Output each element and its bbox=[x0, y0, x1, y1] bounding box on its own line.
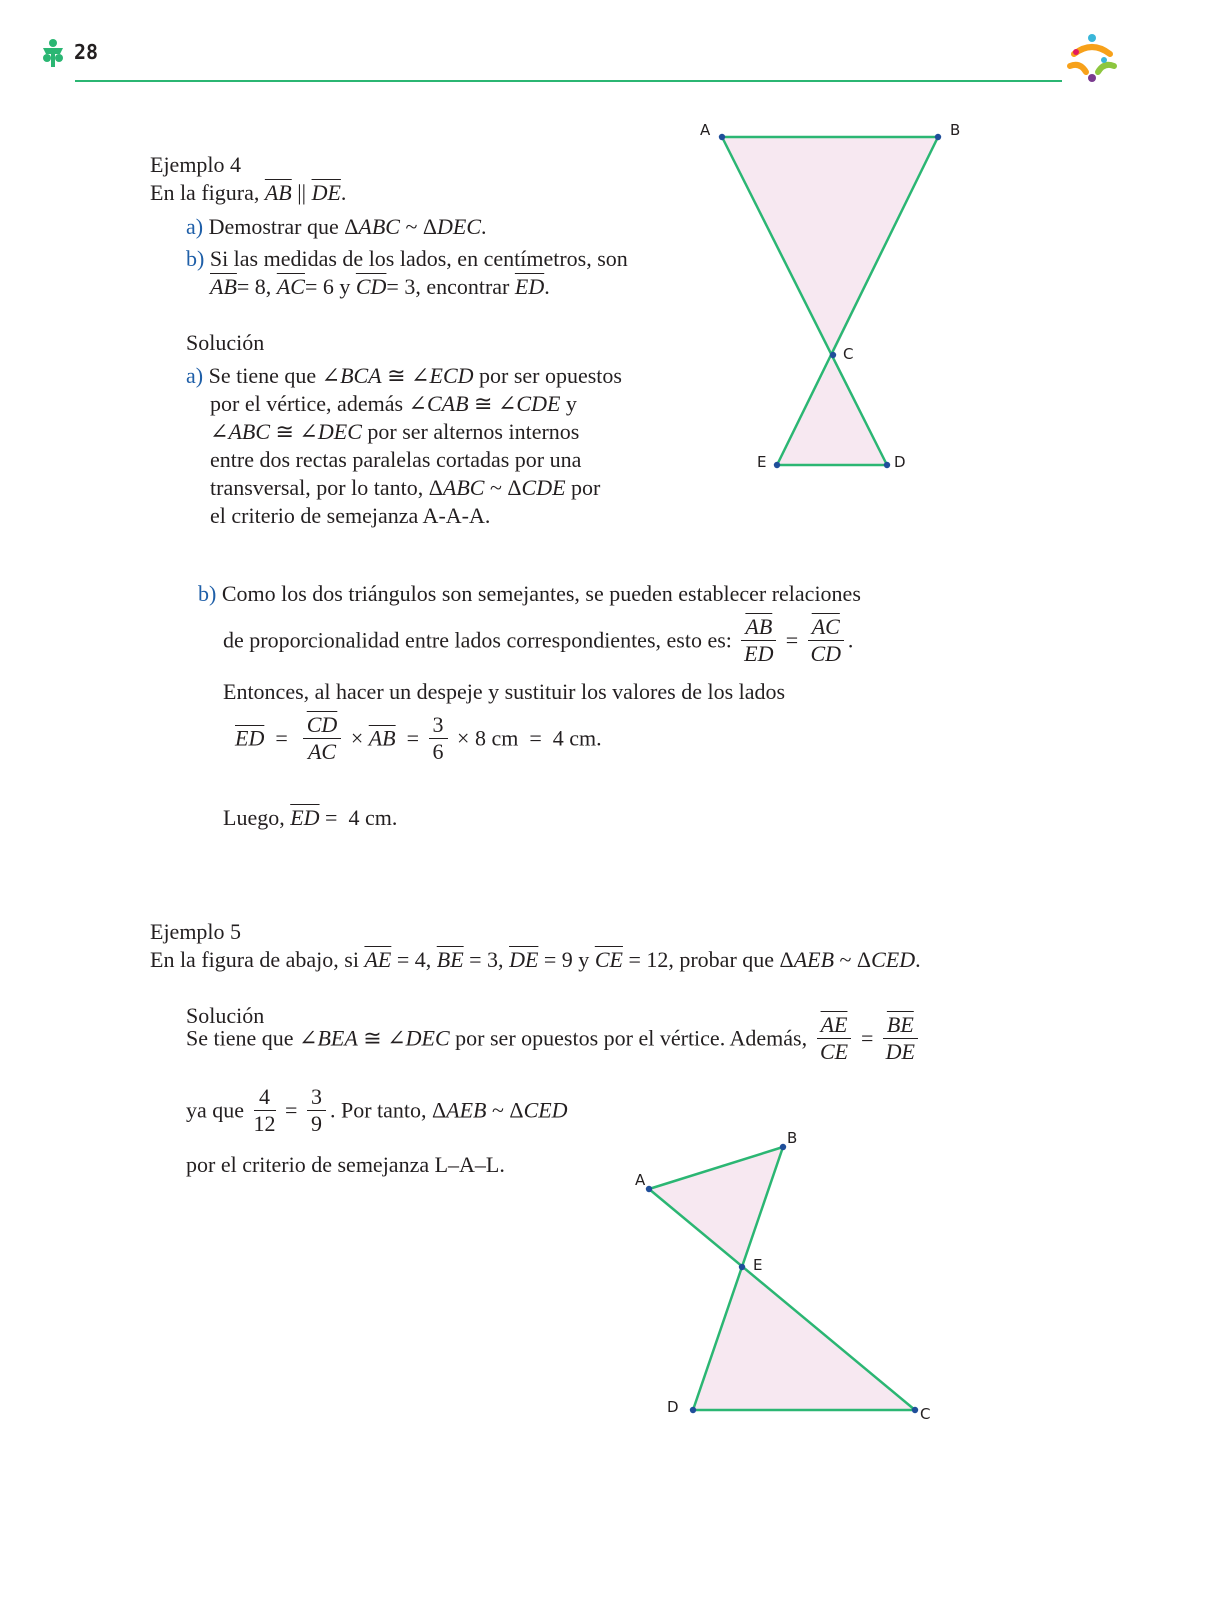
por-tanto-text: . Por tanto, bbox=[329, 1097, 427, 1123]
solucion4-a-line5: transversal, por lo tanto, ΔABC ~ ΔCDE por bbox=[210, 475, 601, 500]
solucion5-line2: ya que $\frac{4}{12}$ = $\frac{3}{9}$ . Por tanto, ΔAEB ~ ΔCED bbox=[186, 1084, 568, 1136]
frac2-den: 9 bbox=[310, 1111, 322, 1136]
ejemplo4-intro-prefix: En la figura, bbox=[150, 180, 260, 205]
ab-value: = 8, bbox=[236, 274, 272, 299]
sol-b-line1-text: Como los dos triángulos son semejantes, se pueden establecer relaciones bbox=[221, 581, 861, 606]
solucion4-b-line3: Entonces, al hacer un despeje y sustituir los valores de los lados bbox=[223, 679, 786, 704]
luego-value: = 4 cm. bbox=[325, 805, 398, 830]
item-a-text: Demostrar que bbox=[208, 214, 339, 239]
ejemplo4-title: Ejemplo 4 bbox=[150, 152, 242, 177]
ejemplo5-intro-prefix: En la figura de abajo, si bbox=[150, 947, 359, 972]
ejemplo4-item-b-values: $\overline{AB}= 8$, $\overline{AC}= 6$ y $\overline{CD}= 3$, encontrar $\overline{ED}$. bbox=[210, 274, 550, 299]
solucion4-a-line2: por el vértice, además ∠CAB ≅ ∠CDE y bbox=[210, 391, 577, 416]
sol5-line1-text: Se tiene que bbox=[186, 1025, 294, 1051]
point-label-a: A bbox=[700, 121, 711, 139]
frac2-num: 3 bbox=[307, 1084, 326, 1111]
item-b-label: b) bbox=[186, 246, 205, 271]
solucion4-a-line1: a) Se tiene que ∠BCA ≅ ∠ECD por ser opuestos bbox=[186, 363, 622, 388]
solucion5-line3: por el criterio de semejanza L–A–L. bbox=[186, 1152, 505, 1177]
frac1-num: 4 bbox=[254, 1084, 276, 1111]
sol-a-line1-end: por ser opuestos bbox=[479, 363, 622, 388]
ejemplo4-item-b bbox=[186, 245, 628, 273]
formula-den: 6 bbox=[432, 739, 444, 764]
sol-a-label: a) bbox=[186, 363, 204, 388]
solucion4-formula: $\overline{ED}$ = $\frac{\overline{CD}}{AC}$ × $\overline{AB}$ = $\frac{3}{6}$ × 8 cm = 4 cm. bbox=[235, 712, 602, 764]
solucion5-line1: Se tiene que ∠BEA ≅ ∠DEC por ser opuestos por el vértice. Además, $\frac{\overline{AE}}{CE}$ = $\frac{\overline{BE}}{DE}$ bbox=[186, 1012, 922, 1065]
header-rule bbox=[75, 80, 1062, 82]
ejemplo5-intro-mid: probar que bbox=[679, 947, 775, 972]
point-label-a2: A bbox=[635, 1171, 646, 1189]
item-a-label: a) bbox=[186, 214, 204, 239]
sol-b-label: b) bbox=[198, 581, 217, 606]
point-label-d2: D bbox=[667, 1398, 679, 1416]
figure-triangles-abc-dec bbox=[690, 115, 980, 485]
formula-tail: × 8 cm = 4 cm. bbox=[457, 725, 602, 751]
solucion4-b-line2: de proporcionalidad entre lados correspondientes, esto es: $\frac{\overline{AB}}{ED}$ = $\frac{\overline{AC}}{CD}$ . bbox=[223, 614, 854, 666]
ac-value: = 6 y bbox=[304, 274, 351, 299]
solucion4-title: Solución bbox=[186, 330, 265, 355]
frac1-den: 12 bbox=[253, 1111, 276, 1136]
point-label-c: C bbox=[843, 345, 854, 363]
point-label-e: E bbox=[757, 453, 767, 471]
header-logo-icon bbox=[40, 38, 66, 68]
point-label-b2: B bbox=[787, 1129, 798, 1147]
solucion4-a-line3: ∠ABC ≅ ∠DEC por ser alternos internos bbox=[210, 419, 580, 444]
solucion4-a-line4: entre dos rectas paralelas cortadas por una bbox=[210, 447, 582, 472]
cd-value: = 3, encontrar bbox=[386, 274, 510, 299]
ejemplo4-intro: En la figura, $\overline{AB}$ || $\overline{DE}$. bbox=[150, 180, 347, 205]
formula-num: 3 bbox=[429, 712, 448, 739]
sol-a-line5-end: por bbox=[571, 475, 601, 500]
book-logo-icon bbox=[1064, 32, 1120, 84]
ya-que-text: ya que bbox=[186, 1097, 245, 1123]
point-label-b: B bbox=[950, 121, 961, 139]
figure-triangles-aeb-ced bbox=[625, 1125, 945, 1430]
solucion5-title: Solución bbox=[186, 1003, 265, 1028]
point-label-e2: E bbox=[753, 1256, 763, 1274]
solucion4-a-line6: el criterio de semejanza A-A-A. bbox=[210, 503, 491, 528]
page-number: 28 bbox=[74, 40, 99, 64]
sol5-line1-end: por ser opuestos por el vértice. Además, bbox=[455, 1025, 808, 1051]
solucion4-b-line1 bbox=[198, 580, 861, 608]
ejemplo5-intro: En la figura de abajo, si $\overline{AE} = 4$, $\overline{BE} = 3$, $\overline{DE} = 9$ y $\overline{CE} = 12$, probar que ΔAEB ~ ΔCED. bbox=[150, 947, 921, 972]
luego-line: Luego, $\overline{ED} = 4$ cm. bbox=[223, 805, 398, 830]
sol-b-line2-text: de proporcionalidad entre lados correspondientes, esto es: bbox=[223, 627, 732, 653]
point-label-c2: C bbox=[920, 1405, 931, 1423]
luego-text: Luego, bbox=[223, 805, 285, 830]
point-label-d: D bbox=[894, 453, 906, 471]
ejemplo5-title: Ejemplo 5 bbox=[150, 919, 242, 944]
sol-a-line1-text: Se tiene que bbox=[208, 363, 317, 388]
sol-a-line5-text: transversal, por lo tanto, bbox=[210, 475, 424, 500]
ejemplo4-item-a: a) Demostrar que ΔABC ~ ΔDEC. bbox=[186, 214, 487, 239]
sol-a-line2-text: por el vértice, además bbox=[210, 391, 404, 416]
item-b-text: Si las medidas de los lados, en centímetros, son bbox=[209, 246, 628, 271]
sol-a-line3-end: por ser alternos internos bbox=[367, 419, 580, 444]
